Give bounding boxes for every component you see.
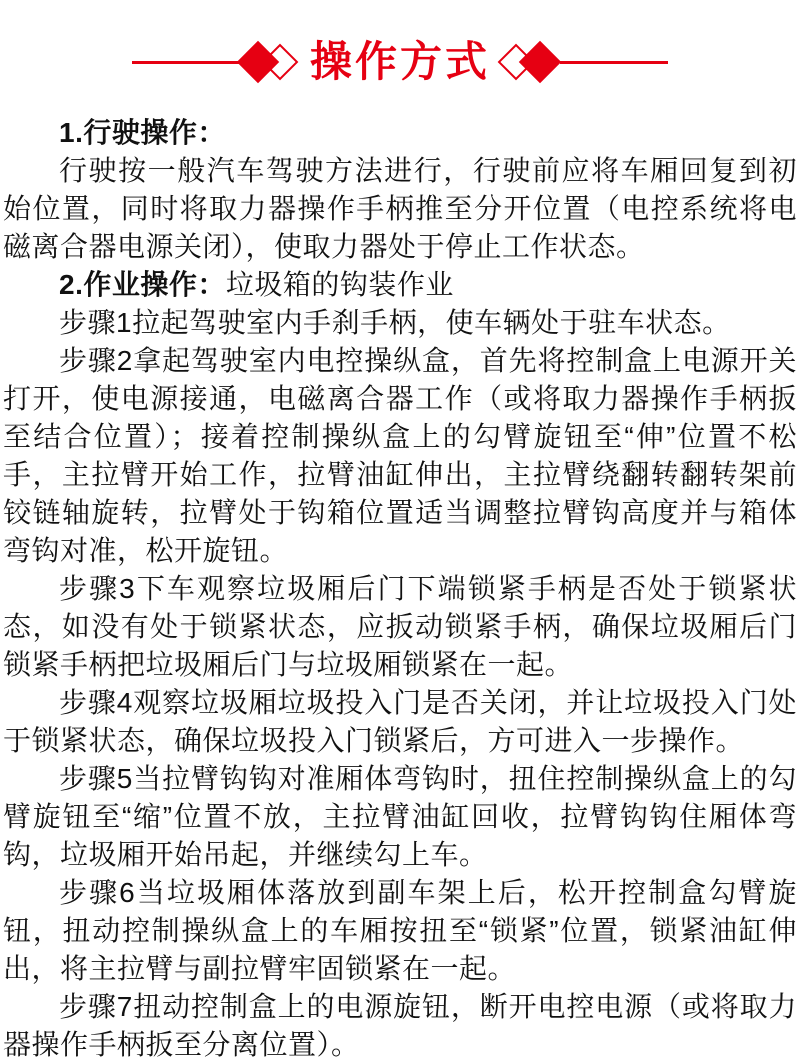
document-body <box>0 114 800 1064</box>
section-header-banner <box>0 34 800 90</box>
work-operation-heading <box>3 266 797 304</box>
filled-diamond-icon <box>519 41 561 83</box>
header-rule-right <box>560 61 668 64</box>
step-4-paragraph: 步骤4观察垃圾厢垃圾投入门是否关闭，并让垃圾投入门处于锁紧状态，确保垃圾投入门锁紧后，方可进入一步操作。 <box>3 687 797 756</box>
driving-operation-heading <box>3 114 797 152</box>
work-operation-heading-label: 2.作业操作： <box>59 269 226 300</box>
diamond-decoration-right <box>500 34 560 90</box>
step-1-paragraph: 步骤1拉起驾驶室内手刹手柄，使车辆处于驻车状态。 <box>59 307 731 338</box>
work-operation-heading-suffix: 垃圾箱的钩装作业 <box>225 269 454 300</box>
step-6-paragraph: 步骤6当垃圾厢体落放到副车架上后，松开控制盒勾臂旋钮，扭动控制操纵盒上的车厢按扭至“锁紧”位置，锁紧油缸伸出，将主拉臂与副拉臂牢固锁紧在一起。 <box>3 877 797 984</box>
step-7-paragraph: 步骤7扭动控制盒上的电源旋钮，断开电控电源（或将取力器操作手柄扳至分离位置）。 <box>3 991 797 1060</box>
step-2-paragraph: 步骤2拿起驾驶室内电控操纵盒，首先将控制盒上电源开关打开，使电源接通，电磁离合器工作（或将取力器操作手柄扳至结合位置）；接着控制操纵盒上的勾臂旋钮至“伸”位置不松手，主拉臂开始工作，拉臂油缸伸出，主拉臂绕翻转翻转架前铰链轴旋转，拉臂处于钩箱位置适当调整拉臂钩高度并与箱体弯钩对准，松开旋钮。 <box>3 345 797 566</box>
step-3-paragraph: 步骤3下车观察垃圾厢后门下端锁紧手柄是否处于锁紧状态，如没有处于锁紧状态，应扳动锁紧手柄，确保垃圾厢后门锁紧手柄把垃圾厢后门与垃圾厢锁紧在一起。 <box>3 573 797 680</box>
page-title: 操作方式 <box>309 38 490 85</box>
driving-operation-paragraph: 行驶按一般汽车驾驶方法进行，行驶前应将车厢回复到初始位置，同时将取力器操作手柄推至分开位置（电控系统将电磁离合器电源关闭），使取力器处于停止工作状态。 <box>3 155 797 262</box>
header-rule-left <box>132 61 240 64</box>
diamond-decoration-left <box>240 34 300 90</box>
filled-diamond-icon <box>237 41 279 83</box>
step-5-paragraph: 步骤5当拉臂钩钩对准厢体弯钩时，扭住控制操纵盒上的勾臂旋钮至“缩”位置不放，主拉臂油缸回收，拉臂钩钩住厢体弯钩，垃圾厢开始吊起，并继续勾上车。 <box>3 763 797 870</box>
driving-operation-heading-label: 1.行驶操作： <box>59 117 226 148</box>
